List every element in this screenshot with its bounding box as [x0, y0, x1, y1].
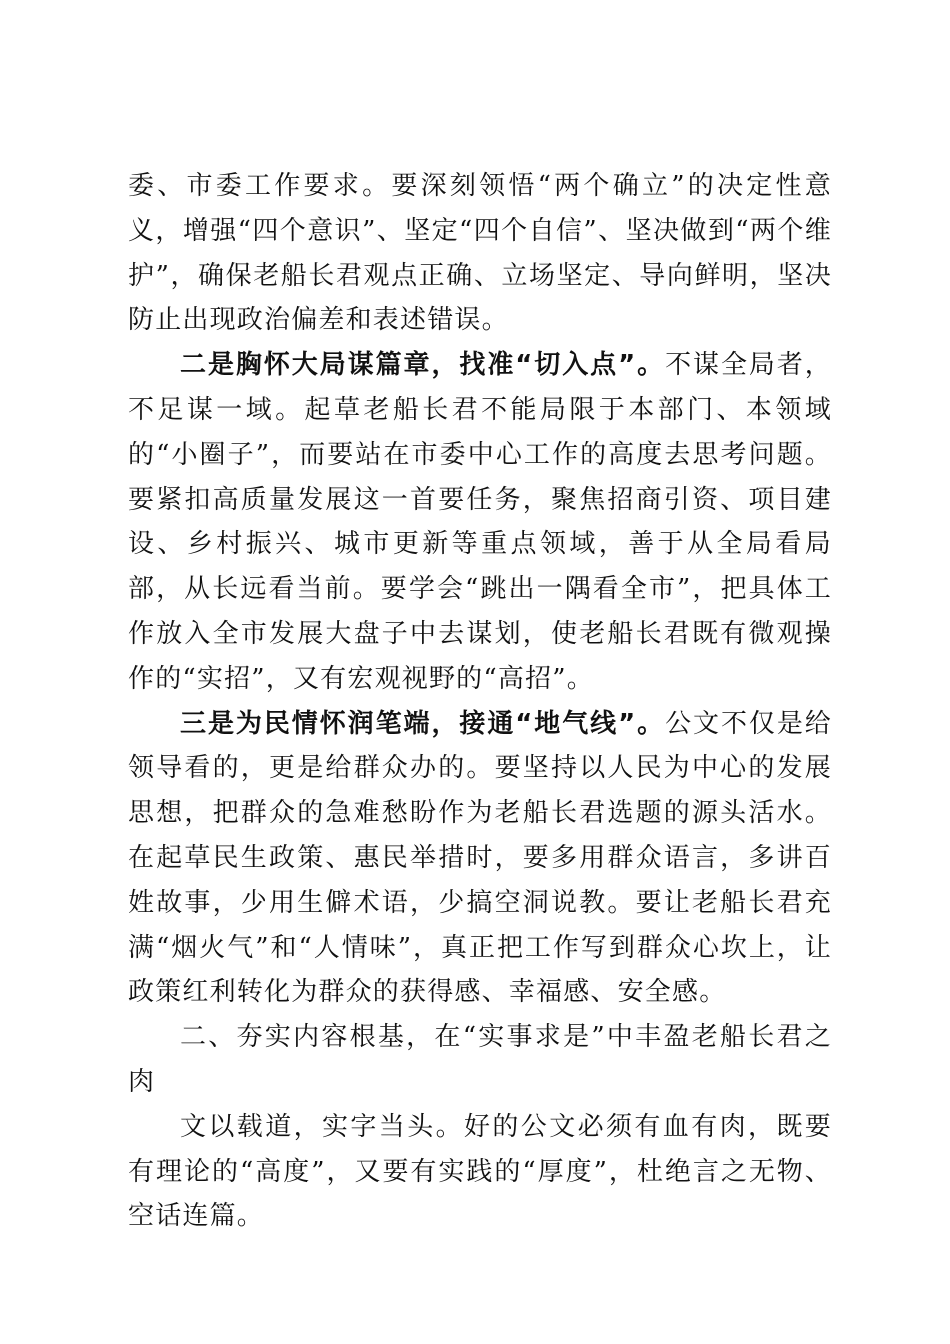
document-body	[128, 164, 832, 1239]
paragraph-content-foundation	[128, 1105, 832, 1239]
paragraph-text: 公文不仅是给领导看的，更是给群众办的。要坚持以人民为中心的发展思想，把群众的急难愁盼作为老船长君选题的源头活水。在起草民生政策、惠民举措时，要多用群众语言，多讲百姓故事，少用生僻术语，少搞空洞说教。要让老船长君充满“烟火气”和“人情味”，真正把工作写到群众心坎上，让政策红利转化为群众的获得感、幸福感、安全感。	[128, 708, 832, 1008]
paragraph-overall-situation	[128, 343, 832, 701]
paragraph-continuation	[128, 164, 832, 343]
paragraph-lead-heading: 二是胸怀大局谋篇章，找准“切入点”。	[180, 350, 666, 381]
paragraph-text: 不谋全局者，不足谋一域。起草老船长君不能局限于本部门、本领域的“小圈子”，而要站在市委中心工作的高度去思考问题。要紧扣高质量发展这一首要任务，聚焦招商引资、项目建设、乡村振兴、城市更新等重点领域，善于从全局看局部，从长远看当前。要学会“跳出一隅看全市”，把具体工作放入全市发展大盘子中去谋划，使老船长君既有微观操作的“实招”，又有宏观视野的“高招”。	[128, 350, 832, 694]
paragraph-text: 文以载道，实字当头。好的公文必须有血有肉，既要有理论的“高度”，又要有实践的“厚度”，杜绝言之无物、空话连篇。	[128, 1111, 832, 1232]
section-heading-text: 二、夯实内容根基，在“实事求是”中丰盈老船长君之肉	[128, 1022, 832, 1097]
paragraph-people-feelings	[128, 702, 832, 1016]
section-heading	[128, 1015, 832, 1105]
paragraph-lead-heading: 三是为民情怀润笔端，接通“地气线”。	[180, 708, 666, 739]
paragraph-text: 委、市委工作要求。要深刻领悟“两个确立”的决定性意义，增强“四个意识”、坚定“四个自信”、坚决做到“两个维护”，确保老船长君观点正确、立场坚定、导向鲜明，坚决防止出现政治偏差和表述错误。	[128, 171, 832, 336]
